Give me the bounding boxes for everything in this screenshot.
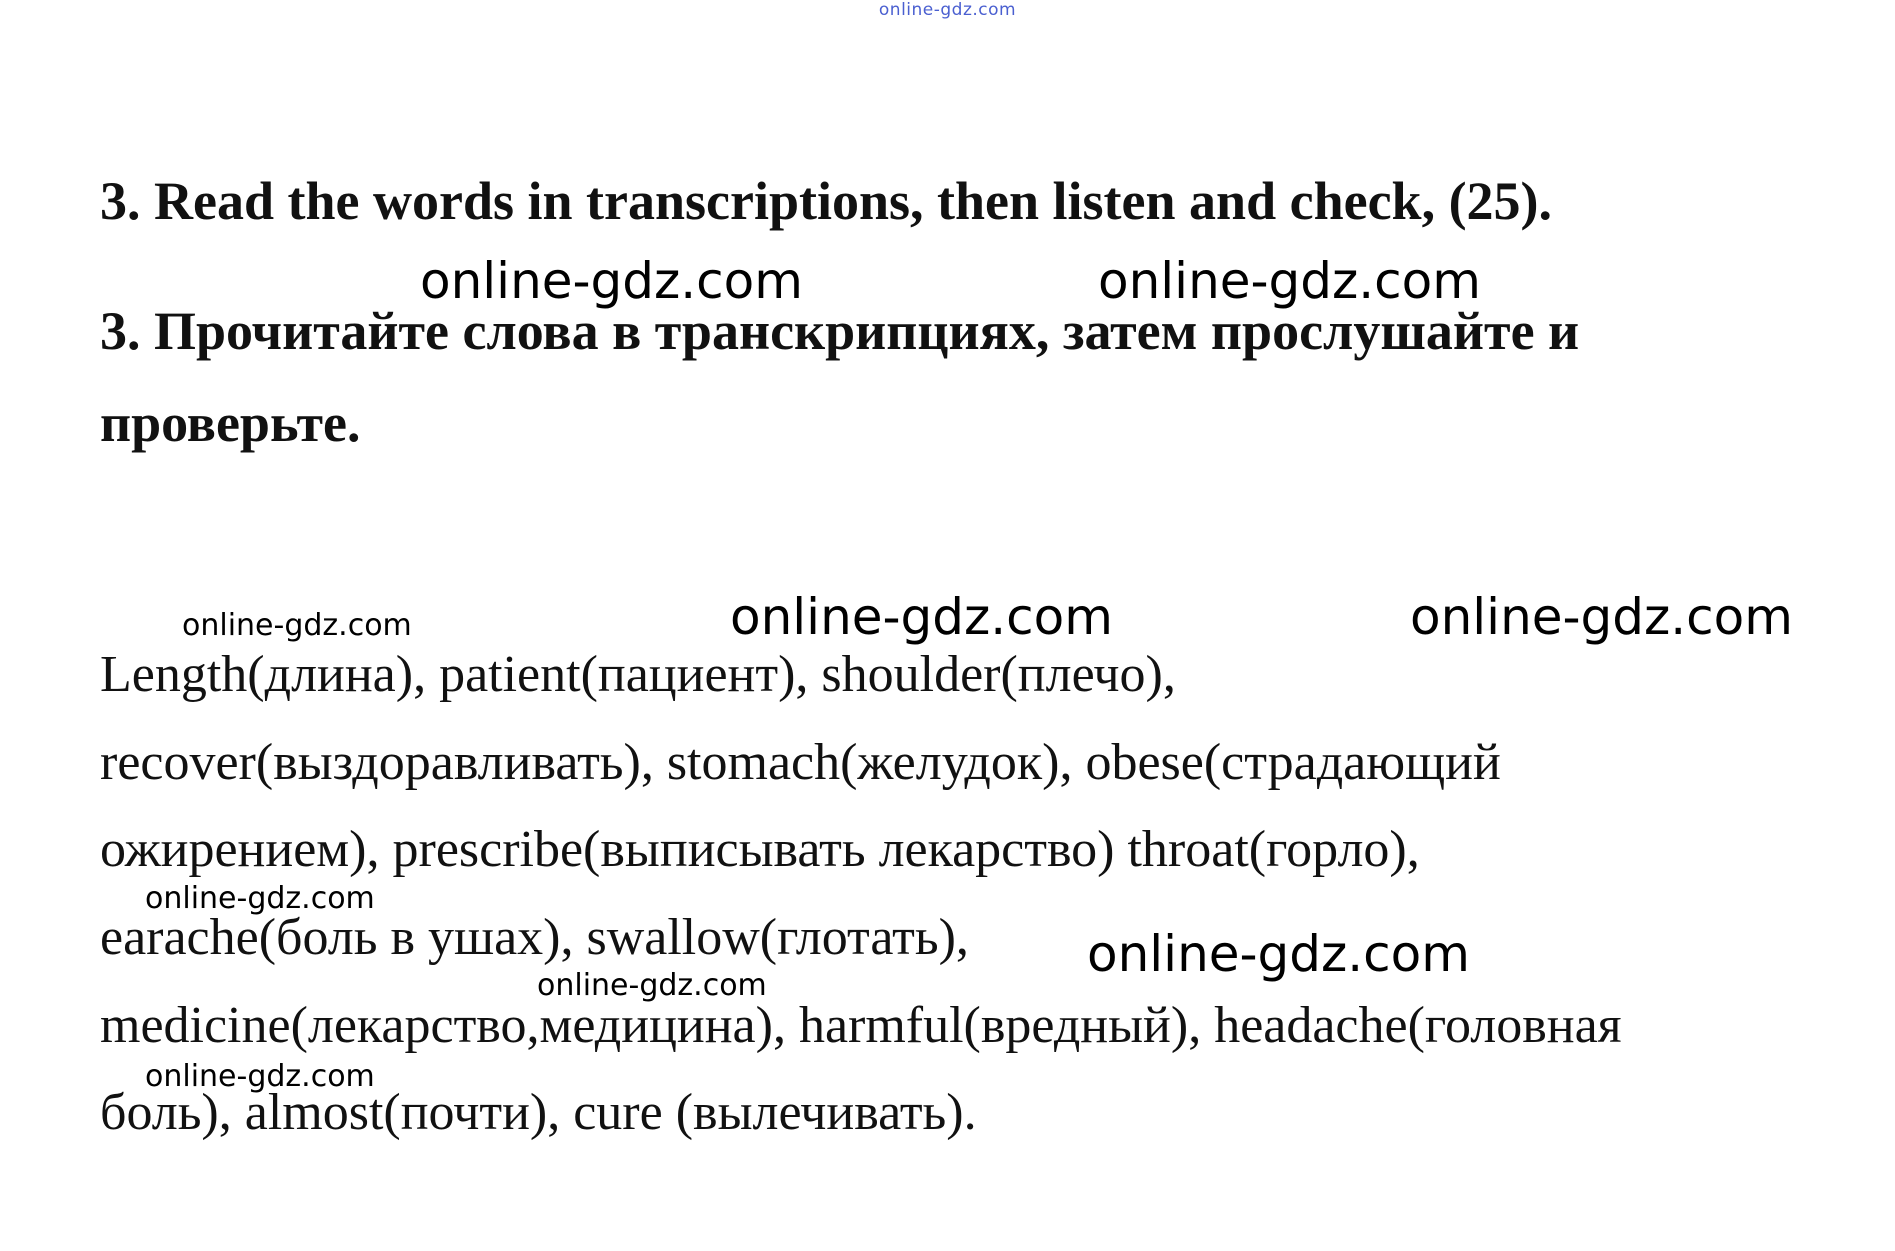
task-heading-russian-line-2: проверьте. [100, 393, 361, 453]
answer-line-3: ожирением), prescribe(выписывать лекарство) throat(горло), [100, 821, 1420, 878]
watermark: online-gdz.com [1410, 588, 1793, 646]
watermark: online-gdz.com [145, 881, 375, 916]
answer-line-2: recover(выздоравливать), stomach(желудок), obese(страдающий [100, 734, 1501, 791]
answer-line-5: medicine(лекарство,медицина), harmful(вредный), headache(головная [100, 997, 1622, 1054]
top-watermark: online-gdz.com [878, 0, 1017, 20]
watermark: online-gdz.com [145, 1059, 375, 1094]
answer-line-4: earache(боль в ушах), swallow(глотать), [100, 909, 969, 966]
task-heading-russian-line-1: 3. Прочитайте слова в транскрипциях, затем прослушайте и [100, 301, 1580, 361]
watermark: online-gdz.com [1098, 252, 1481, 310]
task-heading-english: 3. Read the words in transcriptions, then listen and check, (25). [100, 171, 1553, 231]
watermark: online-gdz.com [182, 608, 412, 643]
watermark: online-gdz.com [537, 968, 767, 1003]
answer-line-1: Length(длина), patient(пациент), shoulder(плечо), [100, 646, 1176, 703]
watermark: online-gdz.com [1087, 925, 1470, 983]
watermark: online-gdz.com [730, 588, 1113, 646]
watermark: online-gdz.com [420, 252, 803, 310]
answer-line-6: боль), almost(почти), cure (вылечивать). [100, 1084, 977, 1141]
